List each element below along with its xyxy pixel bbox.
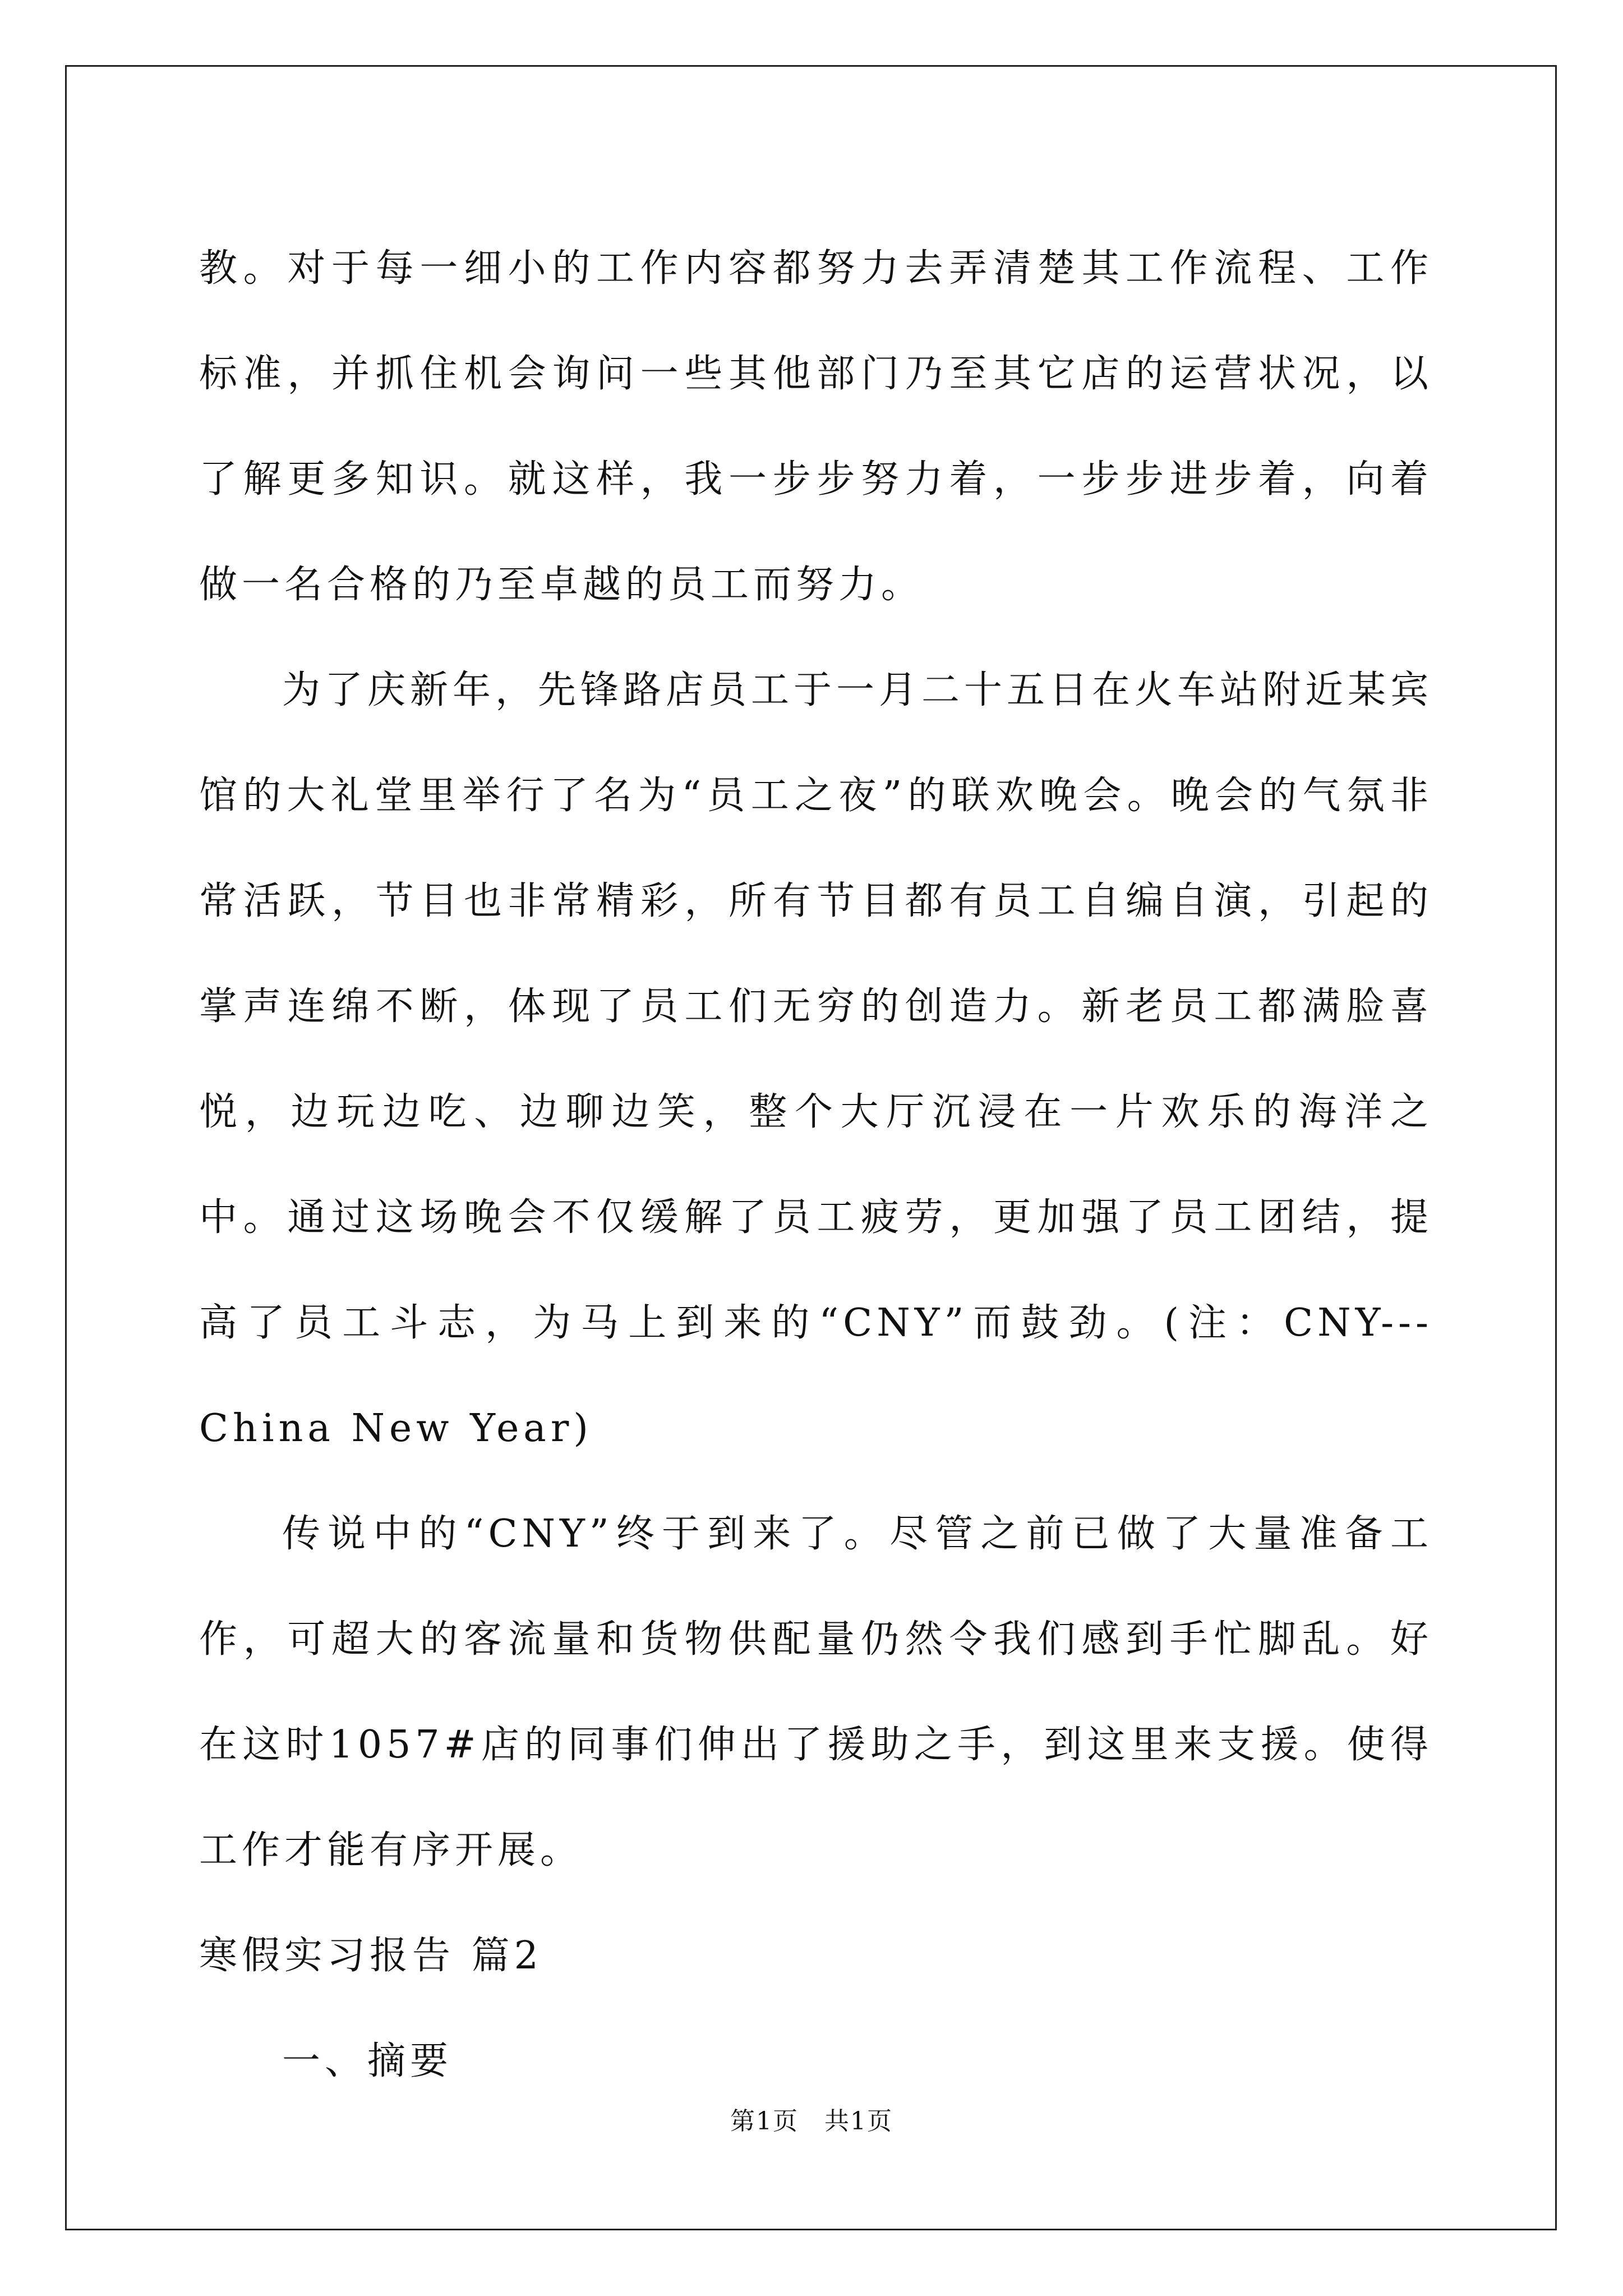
paragraph-3: 传说中的“CNY”终于到来了。尽管之前已做了大量准备工作，可超大的客流量和货物供配量仍然令我们感到手忙脚乱。好在这时1057#店的同事们伸出了援助之手，到这里来支援。使得工作才能有序开展。 <box>199 1512 1433 1872</box>
document-body <box>199 216 1433 2114</box>
subheading-abstract: 一、摘要 <box>282 2039 453 2083</box>
page-footer: 第1页 共1页 <box>730 2107 893 2136</box>
paragraph-2: 为了庆新年，先锋路店员工于一月二十五日在火车站附近某宾馆的大礼堂里举行了名为“员工之夜”的联欢晚会。晚会的气氛非常活跃，节目也非常精彩，所有节目都有员工自编自演，引起的掌声连绵不断，体现了员工们无穷的创造力。新老员工都满脸喜悦，边玩边吃、边聊边笑，整个大厅沉浸在一片欢乐的海洋之中。通过这场晚会不仅缓解了员工疲劳，更加强了员工团结，提高了员工斗志，为马上到来的“CNY”而鼓劲。(注：CNY---China New Year) <box>199 668 1433 1451</box>
section-heading: 寒假实习报告 篇2 <box>199 1934 543 1978</box>
paragraph-1: 教。对于每一细小的工作内容都努力去弄清楚其工作流程、工作标准，并抓住机会询问一些其他部门乃至其它店的运营状况，以了解更多知识。就这样，我一步步努力着，一步步进步着，向着做一名合格的乃至卓越的员工而努力。 <box>199 246 1433 607</box>
